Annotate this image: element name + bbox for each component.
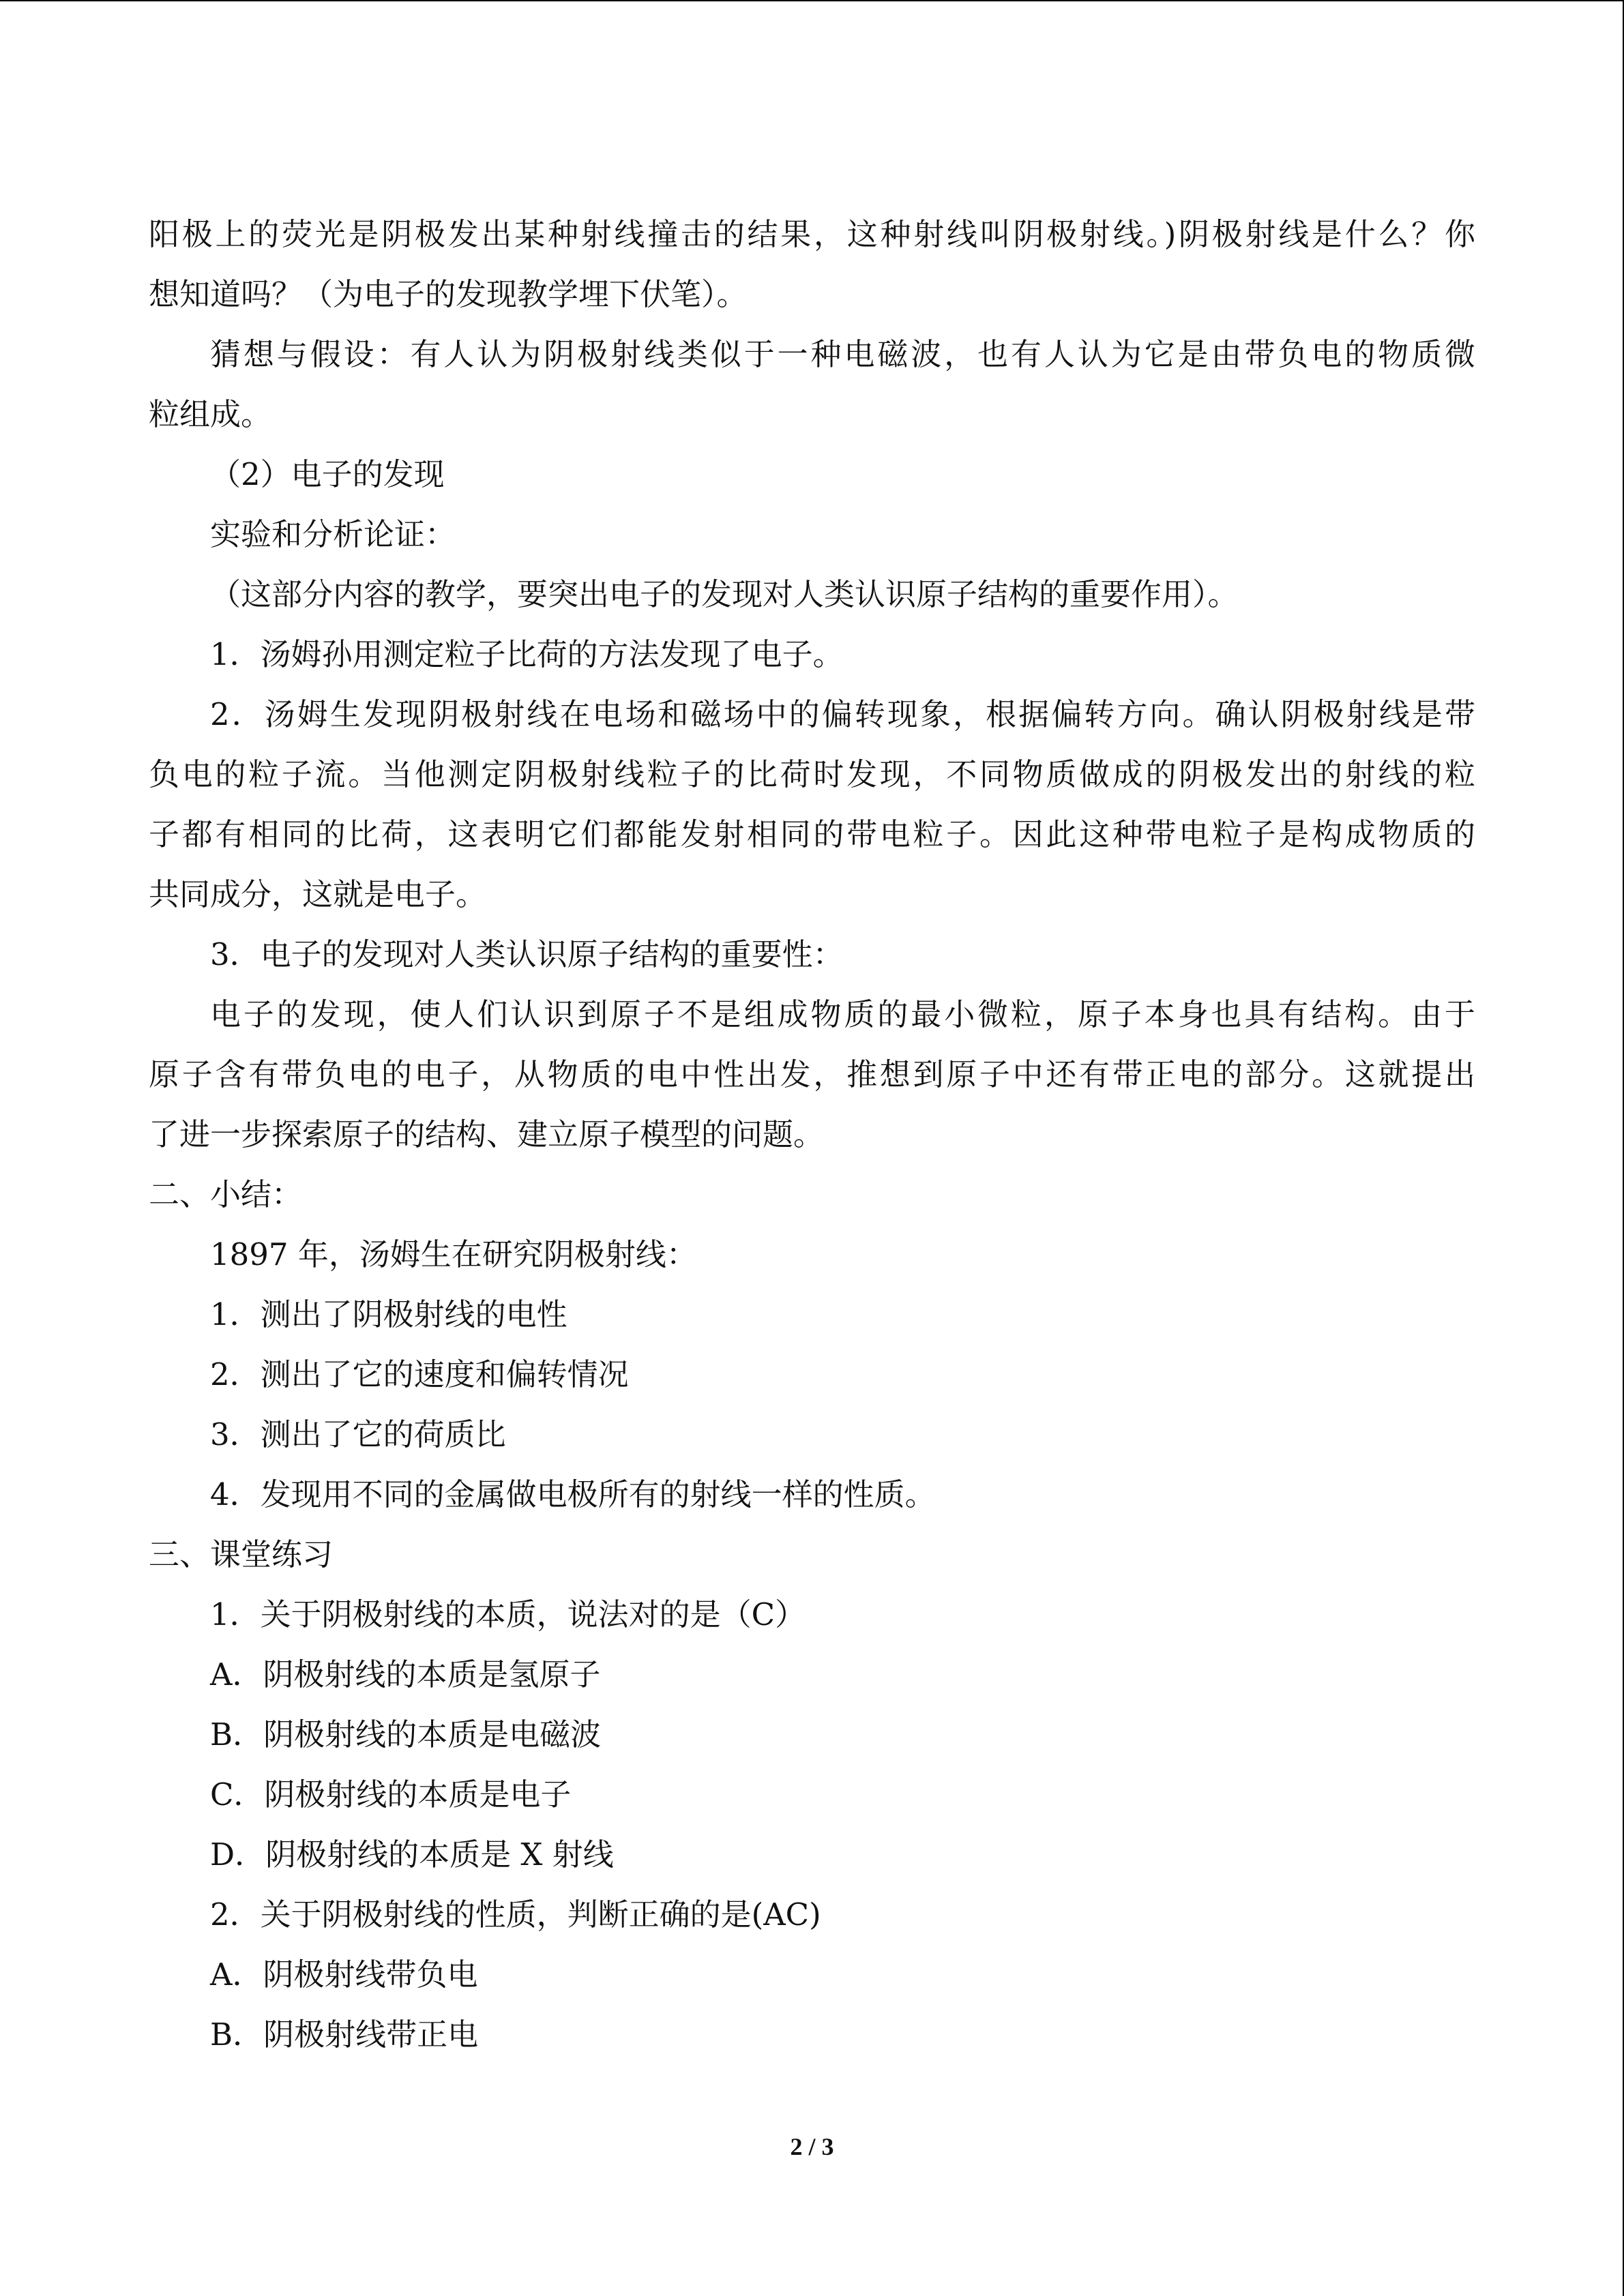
text-line: （这部分内容的教学，要突出电子的发现对人类认识原子结构的重要作用）。	[210, 576, 1239, 612]
list-item: 3．测出了它的荷质比	[210, 1416, 506, 1452]
answer-option: B．阴极射线带正电	[210, 2016, 479, 2053]
question: 2．关于阴极射线的性质，判断正确的是(AC)	[210, 1896, 821, 1933]
text-line: 子都有相同的比荷，这表明它们都能发射相同的带电粒子。因此这种带电粒子是构成物质的	[149, 816, 1475, 852]
list-item: 1．测出了阴极射线的电性	[210, 1296, 567, 1332]
list-item: 2．汤姆生发现阴极射线在电场和磁场中的偏转现象，根据偏转方向。确认阴极射线是带	[210, 696, 1475, 732]
list-item: 4．发现用不同的金属做电极所有的射线一样的性质。	[210, 1476, 936, 1512]
section-heading: 三、课堂练习	[149, 1536, 334, 1572]
page-number: 2 / 3	[790, 2133, 834, 2160]
text-line: 1897 年，汤姆生在研究阴极射线：	[210, 1236, 697, 1272]
list-item: 1．汤姆孙用测定粒子比荷的方法发现了电子。	[210, 636, 844, 672]
list-item: 3．电子的发现对人类认识原子结构的重要性：	[210, 936, 844, 972]
text-line: 猜想与假设：有人认为阴极射线类似于一种电磁波，也有人认为它是由带负电的物质微	[210, 336, 1475, 372]
answer-option: C．阴极射线的本质是电子	[210, 1776, 572, 1813]
answer-option: A．阴极射线的本质是氢原子	[210, 1656, 601, 1693]
text-line: 共同成分，这就是电子。	[149, 876, 487, 912]
text-line: 原子含有带负电的电子，从物质的电中性出发，推想到原子中还有带正电的部分。这就提出	[149, 1056, 1475, 1092]
answer-option: B．阴极射线的本质是电磁波	[210, 1716, 602, 1753]
section-heading: 二、小结：	[149, 1176, 303, 1212]
section-heading: （2）电子的发现	[210, 456, 445, 492]
question: 1．关于阴极射线的本质，说法对的是（C）	[210, 1596, 806, 1632]
text-line: 想知道吗？（为电子的发现教学埋下伏笔）。	[149, 276, 748, 312]
text-line: 粒组成。	[149, 396, 272, 432]
answer-option: D．阴极射线的本质是 X 射线	[210, 1836, 614, 1873]
text-line: 负电的粒子流。当他测定阴极射线粒子的比荷时发现，不同物质做成的阴极发出的射线的粒	[149, 756, 1475, 792]
text-line: 了进一步探索原子的结构、建立原子模型的问题。	[149, 1116, 825, 1152]
list-item: 2．测出了它的速度和偏转情况	[210, 1356, 629, 1392]
text-line: 电子的发现，使人们认识到原子不是组成物质的最小微粒，原子本身也具有结构。由于	[210, 996, 1475, 1032]
document-body	[149, 205, 1475, 2065]
text-line: 实验和分析论证：	[210, 516, 456, 552]
answer-option: A．阴极射线带负电	[210, 1956, 478, 1993]
text-line: 阳极上的荧光是阴极发出某种射线撞击的结果，这种射线叫阴极射线。)阴极射线是什么？你	[149, 216, 1475, 252]
